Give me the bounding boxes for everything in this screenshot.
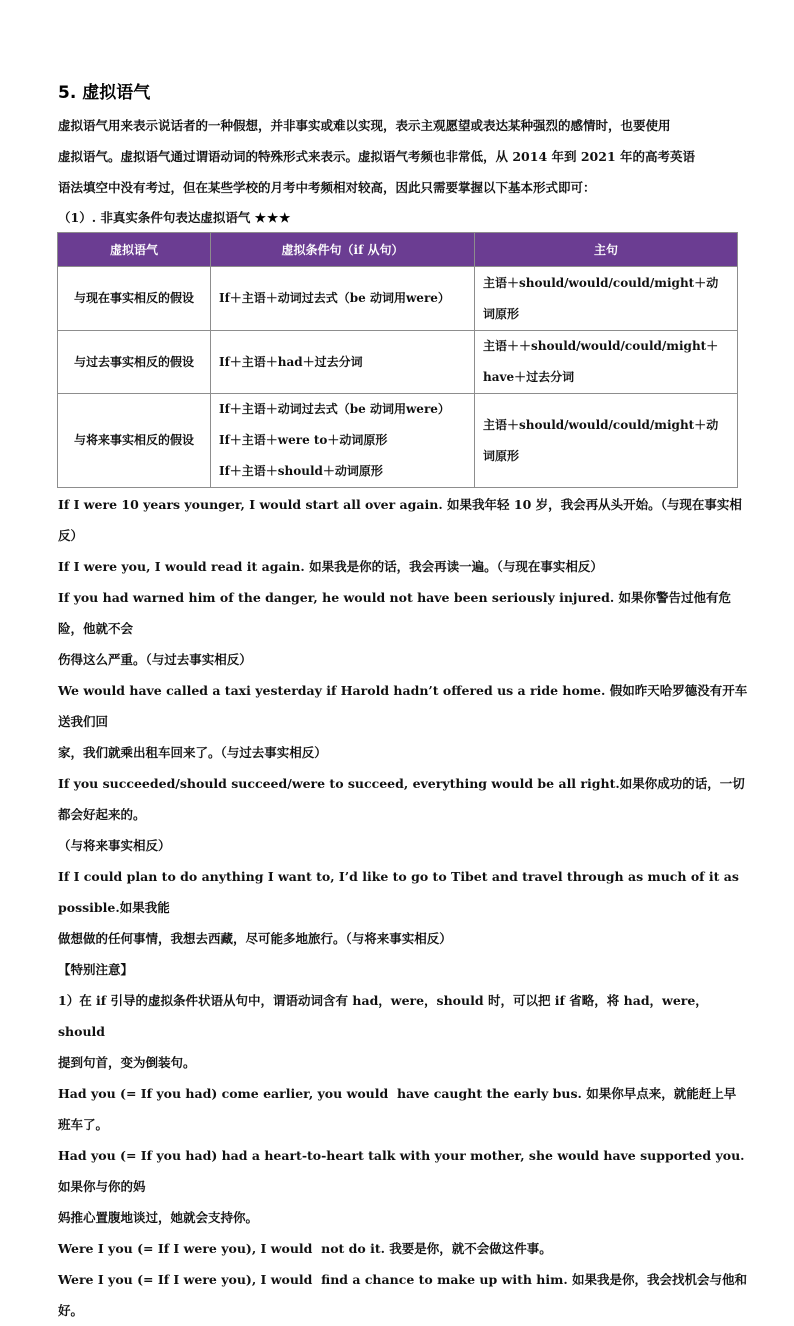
main-clause-line: have＋过去分词	[483, 370, 575, 384]
table-cell-if	[211, 267, 475, 331]
example-line: Were I you (= If I were you), I would find a chance to make up with him. 如果我是你，我会找机会与他和好。	[58, 1272, 748, 1318]
example-line: We would have called a taxi yesterday if Harold hadn’t offered us a ride home. 假如昨天哈罗德没有开车送我们回	[58, 683, 748, 729]
section-title: 5. 虚拟语气	[58, 83, 151, 103]
table-cell-main	[475, 267, 738, 331]
example-line: 家，我们就乘出租车回来了。（与过去事实相反）	[58, 745, 327, 760]
if-clause-line: If＋主语＋should＋动词原形	[219, 464, 383, 478]
example-line: 伤得这么严重。（与过去事实相反）	[58, 652, 252, 667]
subjunctive-table	[57, 232, 738, 488]
if-clause-line: If＋主语＋动词过去式（be 动词用were）	[219, 402, 450, 416]
subheading-text: （1）. 非真实条件句表达虚拟语气	[58, 210, 251, 225]
table-header-cell: 主句	[475, 233, 738, 267]
note-line: 提到句首，变为倒装句。	[58, 1055, 196, 1070]
rating-stars: ★★★	[254, 210, 292, 225]
examples-block	[58, 489, 748, 1326]
special-note-heading: 【特别注意】	[58, 962, 134, 977]
example-line: If I were you, I would read it again. 如果我是你的话，我会再读一遍。（与现在事实相反）	[58, 559, 603, 574]
table-cell-type: 与将来事实相反的假设	[58, 394, 211, 488]
if-clause-line: If＋主语＋had＋过去分词	[219, 354, 363, 369]
intro-line: 虚拟语气。虚拟语气通过谓语动词的特殊形式来表示。虚拟语气考频也非常低，从 2014 年到 2021 年的高考英语	[58, 149, 695, 164]
intro-paragraph	[58, 110, 748, 203]
if-clause-line: If＋主语＋were to＋动词原形	[219, 433, 388, 447]
table-cell-if	[211, 394, 475, 488]
table-cell-if	[211, 331, 475, 394]
example-line: If you succeeded/should succeed/were to succeed, everything would be all right.如果你成功的话，一切都会好起来的。	[58, 776, 745, 822]
main-clause-line: 主语＋should/would/could/might＋动	[483, 275, 719, 290]
table-cell-main	[475, 331, 738, 394]
example-line: Were I you (= If I were you), I would not do it. 我要是你，就不会做这件事。	[58, 1241, 552, 1256]
intro-line: 语法填空中没有考过，但在某些学校的月考中考频相对较高，因此只需要掌握以下基本形式即可：	[58, 180, 596, 195]
intro-line: 虚拟语气用来表示说话者的一种假想，并非事实或难以实现，表示主观愿望或表达某种强烈的感情时，也要使用	[58, 118, 671, 133]
table-header-cell: 虚拟语气	[58, 233, 211, 267]
table-cell-main	[475, 394, 738, 488]
example-line: 妈推心置腹地谈过，她就会支持你。	[58, 1210, 259, 1225]
table-header-cell: 虚拟条件句（if 从句）	[211, 233, 475, 267]
example-line: （与将来事实相反）	[58, 838, 171, 853]
example-line: If I were 10 years younger, I would start all over again. 如果我年轻 10 岁，我会再从头开始。（与现在事实相反）	[58, 497, 742, 543]
example-line: If you had warned him of the danger, he would not have been seriously injured. 如果你警告过他有危险，他就不会	[58, 590, 732, 636]
if-clause-line: If＋主语＋动词过去式（be 动词用were）	[219, 291, 450, 305]
table-row	[58, 267, 738, 331]
example-line: If I could plan to do anything I want to, I’d like to go to Tibet and travel through as much of it as possible.如果我能	[58, 869, 744, 915]
table-cell-type: 与过去事实相反的假设	[58, 331, 211, 394]
main-clause-line: 词原形	[483, 306, 520, 321]
example-line: 做想做的任何事情，我想去西藏，尽可能多地旅行。（与将来事实相反）	[58, 931, 452, 946]
table-row	[58, 331, 738, 394]
main-clause-line: 主语＋＋should/would/could/might＋	[483, 339, 719, 353]
note-line: 1）在 if 引导的虚拟条件状语从句中，谓语动词含有 had，were，should 时，可以把 if 省略，将 had，were，should	[58, 993, 708, 1039]
example-line: Had you (= If you had) come earlier, you would have caught the early bus. 如果你早点来，就能赶上早班车了。	[58, 1086, 737, 1132]
table-row	[58, 394, 738, 488]
example-line: Had you (= If you had) had a heart-to-heart talk with your mother, she would have supported you. 如果你与你的妈	[58, 1148, 749, 1194]
subheading	[58, 204, 291, 232]
table-header-row	[58, 233, 738, 267]
main-clause-line: 词原形	[483, 448, 520, 463]
main-clause-line: 主语＋should/would/could/might＋动	[483, 417, 719, 432]
table-cell-type: 与现在事实相反的假设	[58, 267, 211, 331]
